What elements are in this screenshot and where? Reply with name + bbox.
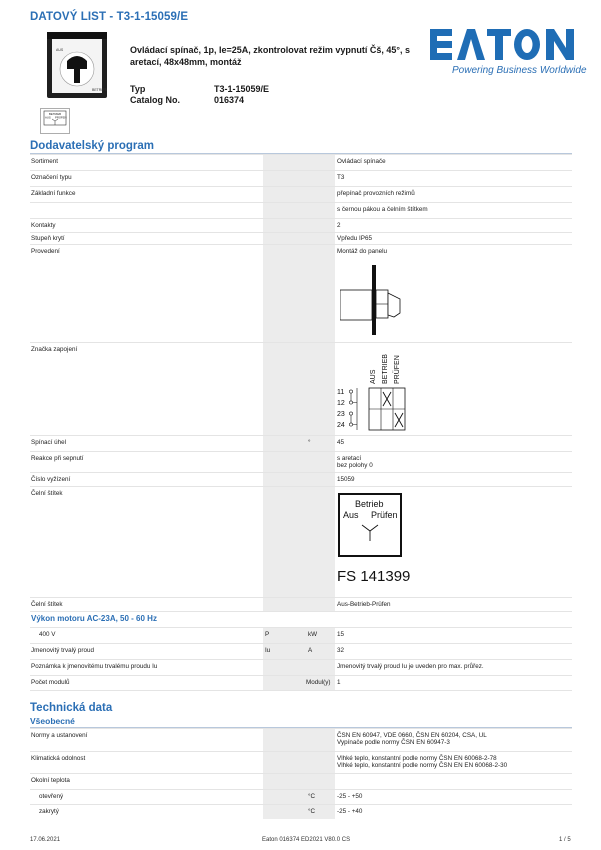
footer-document-code: Eaton 016374 ED2021 V80.0 CS [262,837,351,843]
svg-text:AUS: AUS [370,369,377,384]
table-row: Provedení Montáž do panelu [30,244,572,342]
svg-text:PRÜFEN: PRÜFEN [55,115,67,120]
table-row: Číslo vyžízení 15059 [30,472,572,486]
mounting-drawing [340,265,402,337]
document-title: DATOVÝ LIST - T3-1-15059/E [30,11,189,23]
table-row: Klimatická odolnost Vlhké teplo, konstantní podle normy ČSN EN 60068-2-78 Vlhké teplo, konstantní podle normy ČSN EN EN 60068-2-30 [30,751,572,773]
footer-page-number: 1 / 5 [559,837,571,843]
table-row: Základní funkce přepínač provozních režimů [30,186,572,202]
table-row: s černou pákou a čelním štítkem [30,202,572,218]
table-row: Spínací úhel ° 45 [30,435,572,451]
product-photo [46,31,108,99]
table-row: Okolní teplota [30,773,572,789]
svg-text:23: 23 [337,411,345,418]
table-row: Sortiment Ovládací spínače [30,154,572,170]
table-row: Jmenovitý trvalý proud Iu A 32 [30,643,572,659]
table-row: Normy a ustanovení ČSN EN 60947, VDE 0660, ČSN EN 60204, CSA, UL Vypínače podle normy ČSN EN 60947-3 [30,728,572,751]
svg-text:PRÜFEN: PRÜFEN [394,355,401,384]
svg-text:Prüfen: Prüfen [371,510,398,520]
table-row: Čelní štítek Aus-Betrieb-Prüfen [30,597,572,611]
eaton-tagline: Powering Business Worldwide [452,65,587,76]
table-row: otevřený °C -25 - +50 [30,789,572,804]
section-title-technical: Technická data [30,702,113,714]
table-row: Čelní štítek Betrieb Aus Prüfen FS 141399 [30,486,572,597]
table-row: Označení typu T3 [30,170,572,186]
subsection-title-general: Všeobecné [30,716,75,726]
motor-power-heading-row [30,611,572,627]
table-row: 400 V P kW 15 [30,627,572,643]
type-label: Typ [130,84,146,94]
eaton-logo [430,27,575,63]
svg-text:24: 24 [337,422,345,429]
svg-text:Betrieb: Betrieb [355,499,384,509]
catalog-value: 016374 [214,95,245,105]
product-headline: Ovládací spínač, 1p, Ie=25A, zkontrolovat režim vypnutí Čš, 45°, s aretací, 48x48mm, montáž [130,45,410,67]
svg-text:Aus: Aus [343,510,359,520]
svg-text:BETRIEB: BETRIEB [92,88,107,92]
wiring-diagram [335,346,415,434]
section-title-motor: Výkon motoru AC-23A, 50 - 60 Hz [31,614,157,623]
table-row: Poznámka k jmenovitému trvalému proudu Iu Jmenovitý trvalý proud Iu je uveden pro max. průřez. [30,659,572,675]
table-row: Počet modulů Modul(y) 1 [30,675,572,691]
svg-text:12: 12 [337,400,345,407]
front-plate-thumbnail [40,108,70,134]
svg-text:BETRIEB: BETRIEB [382,354,389,384]
type-value: T3-1-15059/E [214,84,270,94]
svg-text:AUS: AUS [45,115,51,120]
svg-text:FS 141399: FS 141399 [337,568,411,585]
footer-date: 17.06.2021 [30,837,61,843]
table-row: zakrytý °C -25 - +40 [30,804,572,819]
svg-text:11: 11 [337,389,345,396]
section-title-supplier: Dodavatelský program [30,140,154,152]
table-row: Značka zapojení AUS BETRIEB PRÜFEN 11 12 23 24 [30,342,572,435]
table-row: Reakce při sepnutí s aretací bez polohy 0 [30,451,572,472]
svg-text:BETRIEB: BETRIEB [49,112,61,116]
table-row: Kontakty 2 [30,218,572,232]
catalog-label: Catalog No. [130,95,181,105]
svg-text:AUS: AUS [56,48,64,52]
table-row: Stupeň krytí Vpředu IP65 [30,232,572,244]
front-plate-drawing [335,493,445,589]
